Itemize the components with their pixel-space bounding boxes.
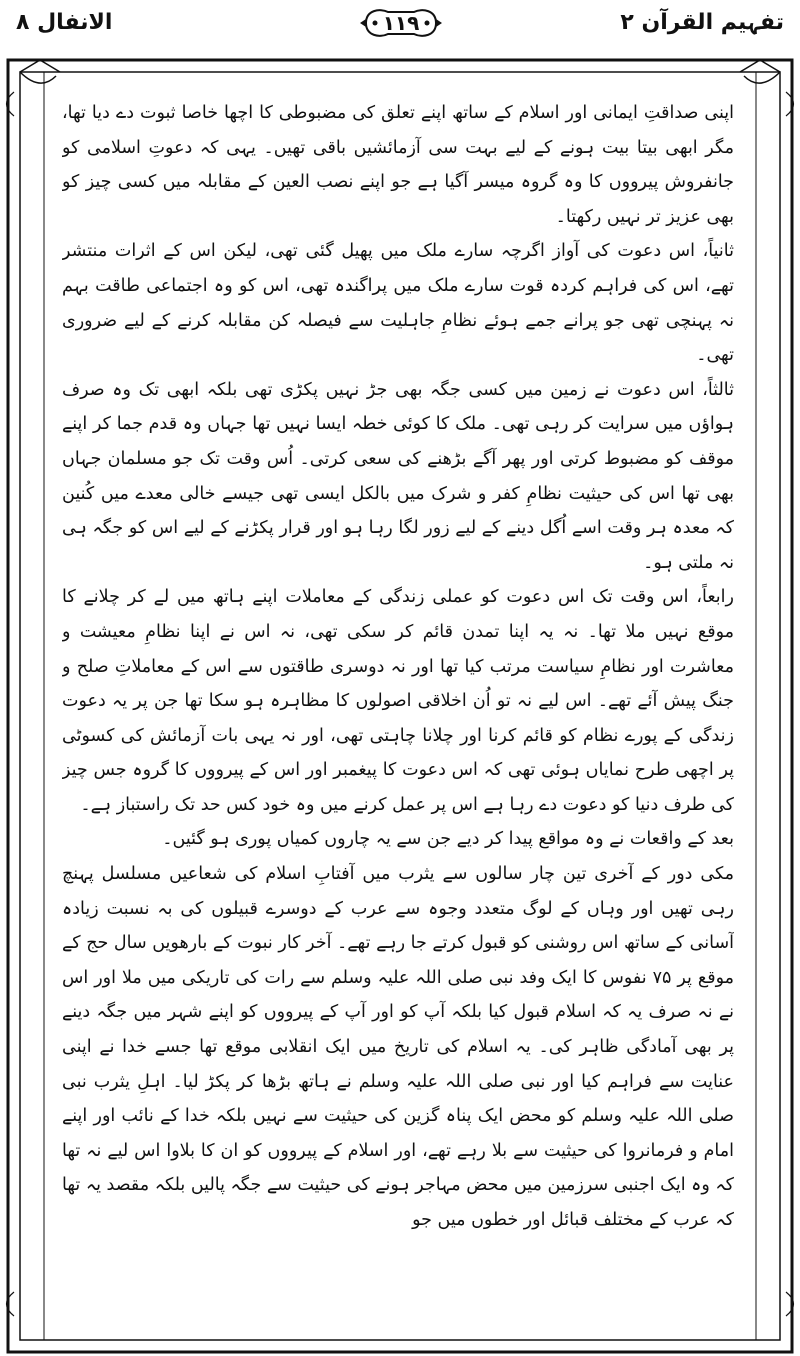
page-number: ۱۱۹ <box>382 11 420 35</box>
paragraph: رابعاً، اس وقت تک اس دعوت کو عملی زندگی کے معاملات اپنے ہاتھ میں لے کر چلانے کا موقع نہیں ملا تھا۔ نہ یہ اپنا تمدن قائم کر سکی تھی، نہ اس نے اپنا نظامِ معیشت و معاشرت اور نظامِ سیاست مرتب کیا تھا اور نہ دوسری طاقتوں سے اس کے معاملاتِ صلح و جنگ پیش آئے تھے۔ اس لیے نہ تو اُن اخلاقی اصولوں کا مظاہرہ ہو سکا تھا جن پر یہ دعوت زندگی کے پورے نظام کو قائم کرنا اور چلانا چاہتی تھی، اور نہ یہی بات آزمائش کی کسوٹی پر اچھی طرح نمایاں ہوئی تھی کہ اس دعوت کا پیغمبر اور اس کے پیرووں کا گروہ جس چیز کی طرف دنیا کو دعوت دے رہا ہے اس پر عمل کرنے میں وہ خود کس حد تک راستباز ہے۔ <box>62 587 734 815</box>
page-number-badge <box>358 4 444 42</box>
page-body <box>62 96 734 1352</box>
paragraph: ثانیاً، اس دعوت کی آواز اگرچہ سارے ملک میں پھیل گئی تھی، لیکن اس کے اثرات منتشر تھے، اس کی فراہم کردہ قوت سارے ملک میں پراگندہ تھی، اس کو وہ اجتماعی طاقت بہم نہ پہنچی تھی جو پرانے جمے ہوئے نظامِ جاہلیت سے فیصلہ کن مقابلہ کرنے کے لیے ضروری تھی۔ <box>62 241 734 366</box>
paragraph: مکی دور کے آخری تین چار سالوں سے یثرب میں آفتابِ اسلام کی شعاعیں مسلسل پہنچ رہی تھیں اور وہاں کے لوگ متعدد وجوہ سے عرب کے دوسرے قبیلوں کی بہ نسبت زیادہ آسانی کے ساتھ اس روشنی کو قبول کرتے جا رہے تھے۔ آخر کار نبوت کے بارھویں سال حج کے موقع پر ۷۵ نفوس کا ایک وفد نبی صلی اللہ علیہ وسلم سے رات کی تاریکی میں ملا اور اس نے نہ صرف یہ کہ اسلام قبول کیا بلکہ آپ کو اور آپ کے پیرووں کو اپنے شہر میں جگہ دینے پر بھی آمادگی ظاہر کی۔ یہ اسلام کی تاریخ میں ایک انقلابی موقع تھا جسے خدا نے اپنی عنایت سے فراہم کیا اور نبی صلی اللہ علیہ وسلم نے ہاتھ بڑھا کر پکڑ لیا۔ اہلِ یثرب نبی صلی اللہ علیہ وسلم کو محض ایک پناہ گزین کی حیثیت سے نہیں بلکہ خدا کے نائب اور اپنے امام و فرمانروا کی حیثیت سے بلا رہے تھے، اور اسلام کے پیرووں کو ان کا بلاوا اس لیے نہ تھا کہ وہ ایک اجنبی سرزمین میں محض مہاجر ہونے کی حیثیت سے جگہ پالیں بلکہ مقصد یہ تھا کہ عرب کے مختلف قبائل اور خطوں میں جو <box>62 864 734 1230</box>
paragraph: اپنی صداقتِ ایمانی اور اسلام کے ساتھ اپنے تعلق کی مضبوطی کا اچھا خاصا ثبوت دے دیا تھا، مگر ابھی بیتا بیت ہونے کے لیے بہت سی آزمائشیں باقی تھیں۔ یہی کہ دعوتِ اسلامی کو جانفروش پیرووں کا وہ گروہ میسر آگیا ہے جو اپنے نصب العین کے مقابلہ میں کسی چیز کو بھی عزیز تر نہیں رکھتا۔ <box>62 103 734 227</box>
book-title: تفہیم القرآن ۲ <box>620 10 784 35</box>
surah-title: الانفال ۸ <box>16 10 113 35</box>
paragraph: بعد کے واقعات نے وہ مواقع پیدا کر دیے جن سے یہ چاروں کمیاں پوری ہو گئیں۔ <box>162 829 734 850</box>
page-header <box>0 0 800 56</box>
paragraph: ثالثاً، اس دعوت نے زمین میں کسی جگہ بھی جڑ نہیں پکڑی تھی بلکہ ابھی تک وہ صرف ہواؤں میں سرایت کر رہی تھی۔ ملک کا کوئی خطہ ایسا نہیں تھا جہاں وہ قدم جما کر اپنے موقف کو مضبوط کرتی اور پھر آگے بڑھنے کی سعی کرتی۔ اُس وقت تک جو مسلمان جہاں بھی تھا اس کی حیثیت نظامِ کفر و شرک میں بالکل ایسی تھی جیسے خالی معدے میں کُنین کہ معدہ ہر وقت اسے اُگل دینے کے لیے زور لگا رہا ہو اور قرار پکڑنے کے لیے اس کو جگہ ہی نہ ملتی ہو۔ <box>62 379 734 573</box>
